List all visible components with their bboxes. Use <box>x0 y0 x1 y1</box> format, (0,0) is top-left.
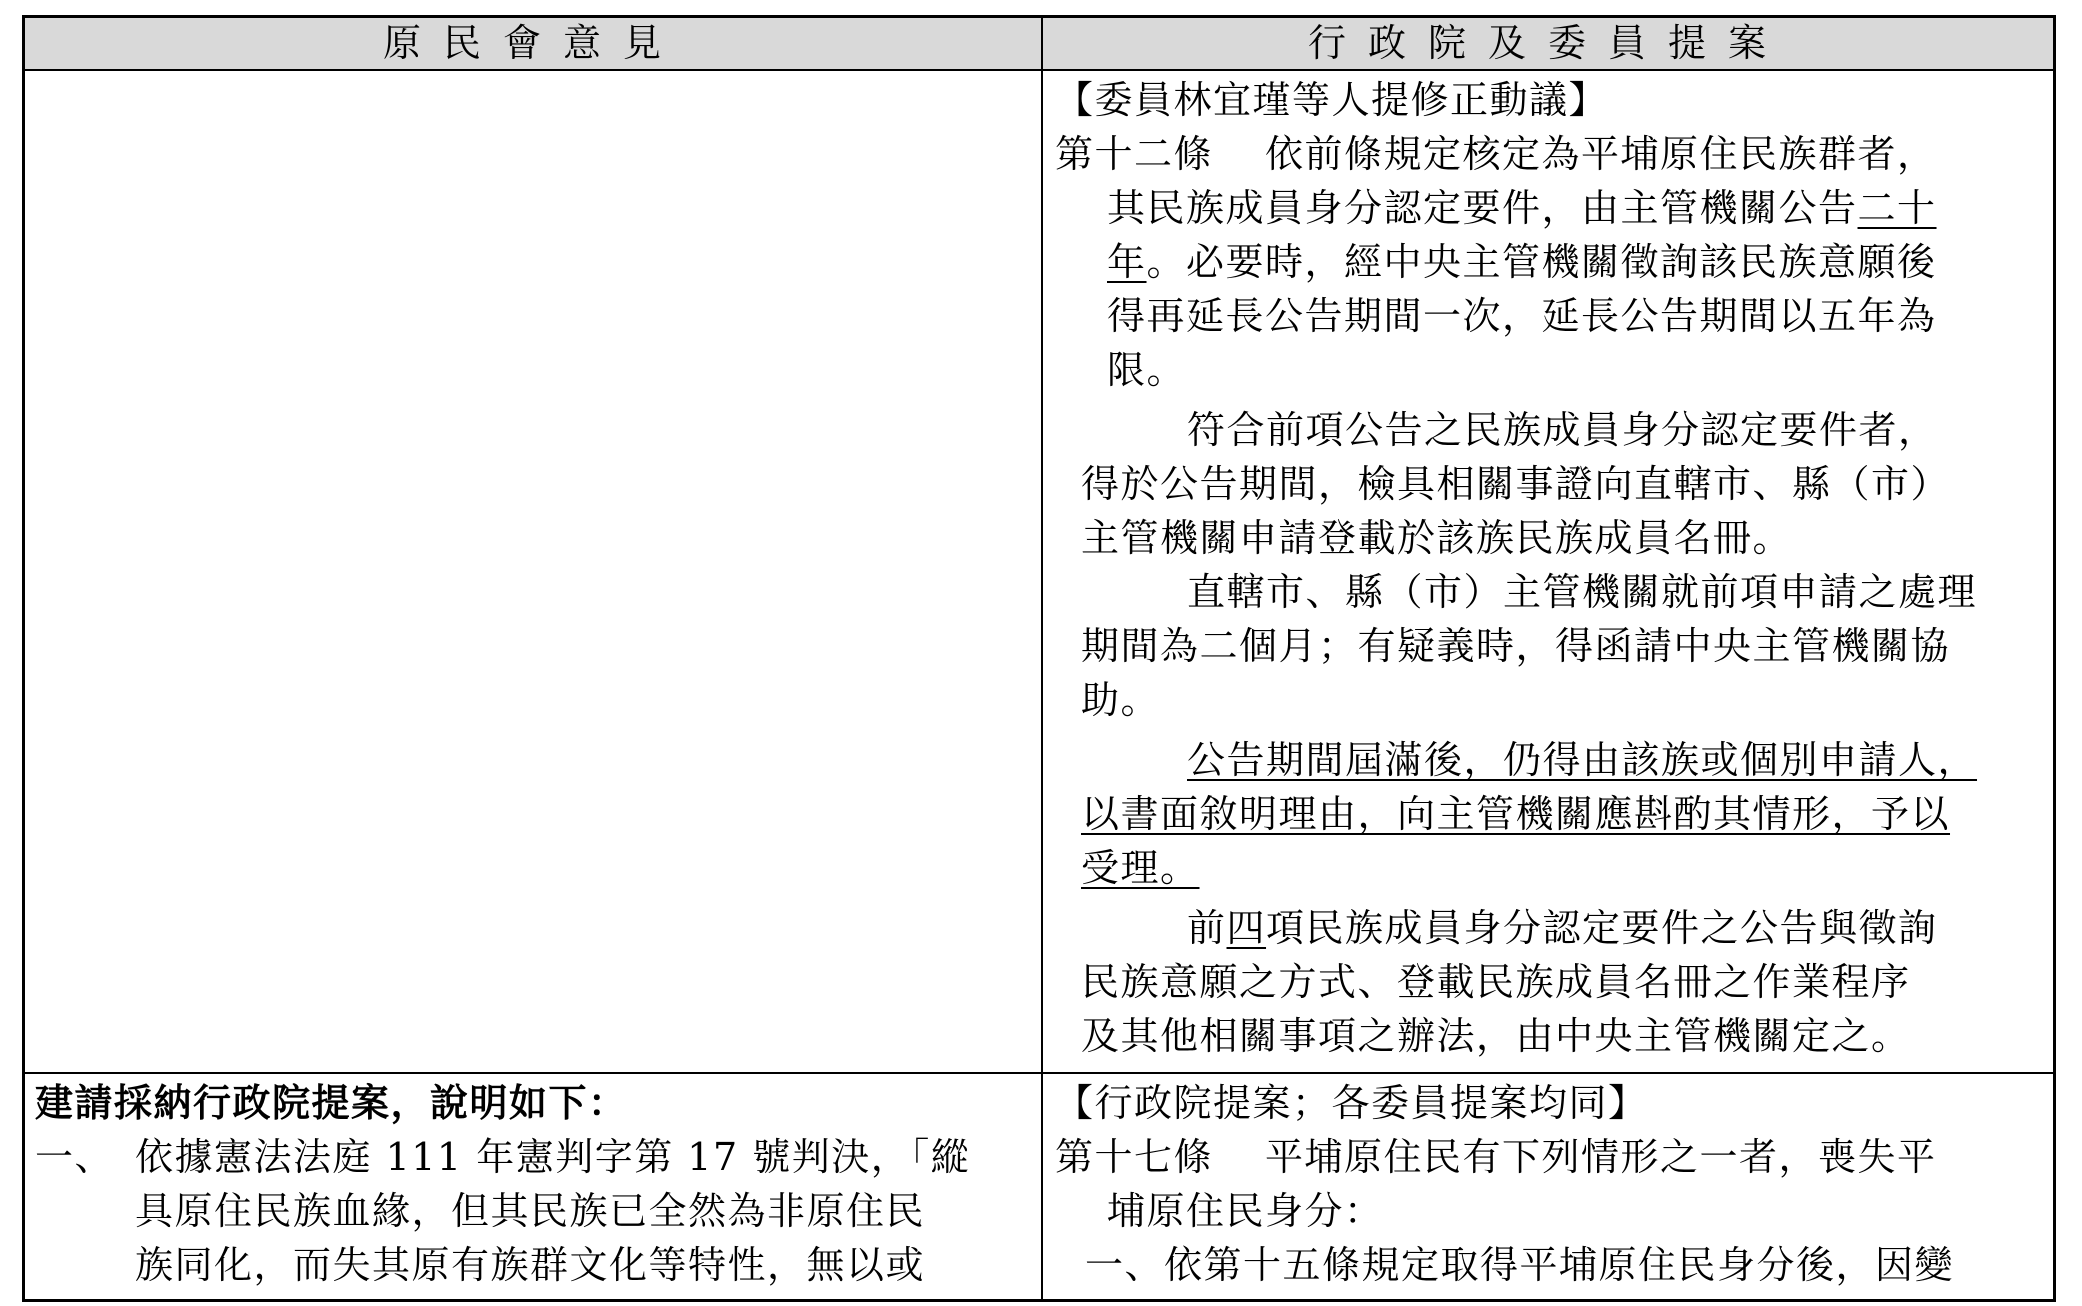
executive-proposal-title: 【行政院提案；各委員提案均同】 <box>1055 1081 1648 1125</box>
article-17-label: 第十七條 <box>1055 1135 1214 1179</box>
paragraph-4-line-3 <box>1055 841 2051 895</box>
paragraph-4-underlined-2: 以書面敘明理由，向主管機關應斟酌其情形，予以 <box>1081 792 1951 836</box>
row-divider <box>25 1072 2053 1074</box>
paragraph-5-line-3: 及其他相關事項之辦法，由中央主管機關定之。 <box>1081 1014 1911 1058</box>
explanation-item-1-line-3: 族同化，而失其原有族群文化等特性，無以或 <box>135 1243 926 1287</box>
paragraph-3-line-1: 直轄市、縣（市）主管機關就前項申請之處理 <box>1187 570 1978 614</box>
article-17-line-2: 埔原住民身分： <box>1107 1189 1384 1233</box>
article-17-text-1: 平埔原住民有下列情形之一者，喪失平 <box>1265 1135 1937 1179</box>
row1-right-cell <box>1055 73 2051 1063</box>
paragraph-4-underlined-3: 受理。 <box>1081 846 1200 890</box>
comparison-table <box>22 15 2056 1302</box>
paragraph-5-text-1a: 前 <box>1187 906 1227 950</box>
article-12-text-1: 依前條規定核定為平埔原住民族群者， <box>1265 132 1937 176</box>
article-12-line-2 <box>1055 181 2051 235</box>
article-12-text-2a: 其民族成員身分認定要件，由主管機關公告 <box>1107 186 1858 230</box>
paragraph-5-line-1 <box>1055 901 2051 955</box>
article-12-line-3 <box>1055 235 2051 289</box>
header-indigenous-council-opinion: 原民會意見 <box>382 21 683 65</box>
paragraph-4-line-1 <box>1055 733 2051 787</box>
paragraph-5-underlined-four: 四 <box>1226 906 1267 950</box>
article-12-underlined-year: 年 <box>1107 240 1147 284</box>
header-executive-yuan-proposals: 行政院及委員提案 <box>1307 21 1788 65</box>
paragraph-5-text-1b: 項民族成員身分認定要件之公告與徵詢 <box>1266 906 1938 950</box>
paragraph-4-underlined-1: 公告期間屆滿後，仍得由該族或個別申請人， <box>1187 738 1978 782</box>
article-17-item-1: 一、依第十五條規定取得平埔原住民身分後，因變 <box>1085 1243 1955 1287</box>
table-header-row <box>25 18 2053 71</box>
paragraph-2-line-3: 主管機關申請登載於該族民族成員名冊。 <box>1081 516 1793 560</box>
explanation-item-1-line-2: 具原住民族血緣，但其民族已全然為非原住民 <box>135 1189 926 1233</box>
article-12-underlined-twenty: 二十 <box>1857 186 1937 230</box>
article-12-text-3b: 。必要時，經中央主管機關徵詢該民族意願後 <box>1146 240 1937 284</box>
article-12-line-5: 限。 <box>1107 348 1187 392</box>
amendment-motion-title: 【委員林宜瑾等人提修正動議】 <box>1055 78 1609 122</box>
explanation-item-1-label: 一、 <box>35 1135 115 1179</box>
paragraph-2-line-1: 符合前項公告之民族成員身分認定要件者， <box>1187 408 1938 452</box>
row2-left-cell <box>35 1076 1033 1292</box>
paragraph-5-line-2: 民族意願之方式、登載民族成員名冊之作業程序 <box>1081 960 1911 1004</box>
paragraph-2-line-2: 得於公告期間，檢具相關事證向直轄市、縣（市） <box>1081 462 1951 506</box>
column-divider <box>1041 18 1043 1299</box>
article-12-line-1 <box>1055 127 2051 181</box>
explanation-item-1-line-1 <box>35 1130 1033 1184</box>
recommendation-heading: 建請採納行政院提案，說明如下： <box>35 1080 628 1125</box>
article-17-line-1 <box>1055 1130 2051 1184</box>
article-12-line-4: 得再延長公告期間一次，延長公告期間以五年為 <box>1107 294 1937 338</box>
paragraph-4-line-2 <box>1055 787 2051 841</box>
paragraph-3-line-2: 期間為二個月；有疑義時，得函請中央主管機關協 <box>1081 624 1951 668</box>
explanation-item-1-text-1: 依據憲法法庭 111 年憲判字第 17 號判決，「縱 <box>135 1135 971 1179</box>
article-12-label: 第十二條 <box>1055 132 1214 176</box>
paragraph-3-line-3: 助。 <box>1081 678 1161 722</box>
row2-right-cell <box>1055 1076 2051 1292</box>
